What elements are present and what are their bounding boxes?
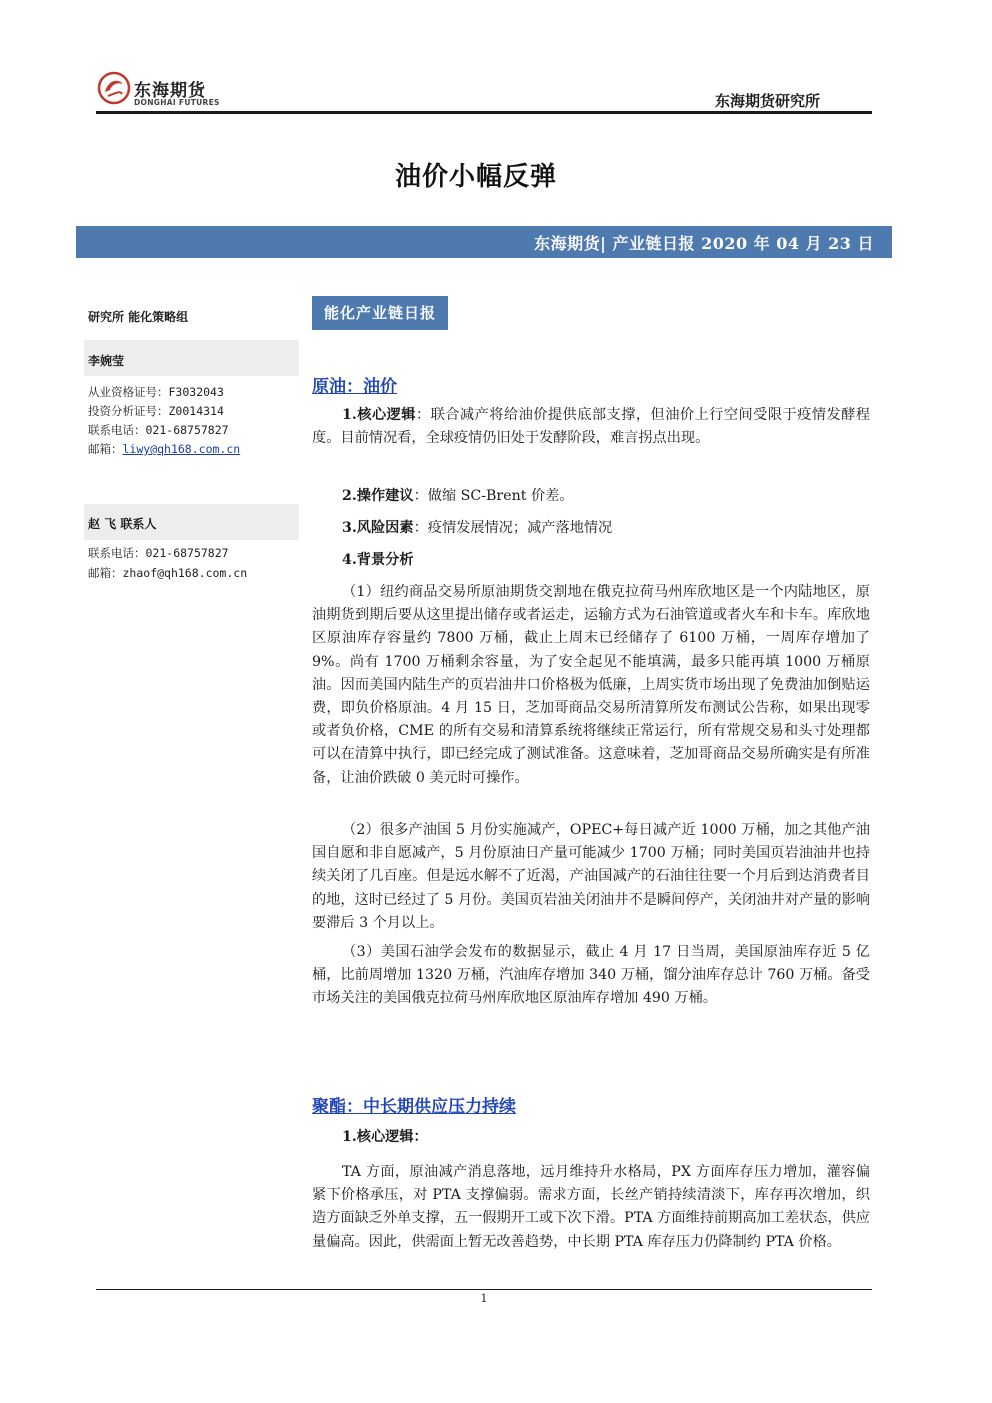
qualification-cert: 从业资格证号：F3032043 (88, 385, 224, 399)
core-logic-label: 1.核心逻辑 (342, 407, 416, 423)
document-title: 油价小幅反弹 (394, 162, 557, 192)
investment-cert: 投资分析证号：Z0014314 (88, 404, 224, 418)
logo-english-name: DONGHAI FUTURES (134, 98, 220, 107)
institute-name: 东海期货研究所 (714, 92, 820, 110)
analyst-email-row (88, 441, 240, 457)
crude-background-heading (312, 549, 870, 572)
department-label: 研究所 能化策略组 (88, 310, 189, 324)
polyester-core-logic-text: TA 方面，原油减产消息落地，远月维持升水格局，PX 方面库存压力增加，灌容偏紧下价格承压，对 PTA 支撑偏弱。需求方面，长丝产销持续清淡下，库存再次增加，织造方面缺乏外单支撑，五一假期开工或下次下滑。PTA 方面维持前期高加工差状态，供应量偏高。因此，供需面上暂无改善趋势，中长期 PTA 库存压力仍降制约 PTA 价格。 (312, 1164, 870, 1250)
polyester-heading[interactable]: 聚酯：中长期供应压力持续 (312, 1097, 516, 1117)
analyst-name: 李婉莹 (88, 354, 125, 368)
background-para-2: （2）很多产油国 5 月份实施减产，OPEC+每日减产近 1000 万桶，加之其他产油国自愿和非自愿减产，5 月份原油日产量可能减少 1700 万桶；同时美国页岩油油井也持续关闭了几百座。但是远水解不了近渴，产油国减产的石油往往要一个月后到达消费者目的地，这时已经过了 5 月份。美国页岩油关闭油井不是瞬间停产，关闭油井对产量的影响要滞后 3 个月以上。 (312, 822, 870, 931)
operation-advice-text: ：做缩 SC-Brent 价差。 (413, 488, 574, 504)
crude-core-logic (312, 404, 870, 450)
page-number: 1 (480, 1292, 488, 1305)
header-divider (96, 111, 872, 114)
risk-factors-text: ：疫情发展情况；减产落地情况 (413, 520, 613, 536)
report-banner-text: 东海期货| 产业链日报 2020 年 04 月 23 日 (534, 234, 874, 253)
risk-factors-label: 3.风险因素 (342, 520, 414, 536)
contact-name: 赵 飞 联系人 (88, 517, 157, 531)
company-logo (96, 70, 236, 114)
contact-email: 邮箱：zhaof@qh168.com.cn (88, 566, 248, 580)
polyester-core-logic-label: 1.核心逻辑： (342, 1129, 428, 1145)
crude-risk-factors (312, 517, 870, 540)
crude-operation-advice (312, 485, 870, 508)
analyst-phone: 联系电话：021-68757827 (88, 423, 229, 437)
background-label: 4.背景分析 (342, 552, 414, 568)
logo-chinese-name: 东海期货 (134, 81, 206, 101)
polyester-core-logic-heading (312, 1126, 870, 1149)
background-para-1: （1）纽约商品交易所原油期货交割地在俄克拉荷马州库欣地区是一个内陆地区，原油期货到期后要从这里提出储存或者运走，运输方式为石油管道或者火车和卡车。库欣地区原油库存容量约 7800 万桶，截止上周末已经储存了 6100 万桶，一周库存增加了 9%。尚有 1700 万桶剩余容量，为了安全起见不能填满，最多只能再填 1000 万桶原油。因而美国内陆生产的页岩油井口价格极为低廉，上周实货市场出现了免费油加倒贴运费，即负价格原油。4 月 15 日，芝加哥商品交易所清算所发布测试公告称，如果出现零或者负价格，CME 的所有交易和清算系统将继续正常运行，所有常规交易和头寸处理都可以在清算中执行，即已经完成了测试准备。这意味着，芝加哥商品交易所确实是有所准备，让油价跌破 0 美元时可操作。 (312, 584, 870, 786)
email-label: 邮箱： (88, 442, 123, 456)
phoenix-logo-icon (96, 70, 132, 106)
analyst-email-link[interactable]: liwy@qh168.com.cn (122, 442, 241, 456)
operation-advice-label: 2.操作建议 (342, 488, 414, 504)
crude-oil-heading[interactable]: 原油：油价 (312, 377, 397, 397)
page-header (96, 62, 872, 118)
section-tag: 能化产业链日报 (312, 296, 448, 330)
contact-phone: 联系电话：021-68757827 (88, 546, 229, 560)
report-banner (76, 226, 892, 258)
footer-divider (96, 1289, 872, 1290)
core-logic-text: ：联合减产将给油价提供底部支撑，但油价上行空间受限于疫情发酵程度。目前情况看，全球疫情仍旧处于发酵阶段，难言拐点出现。 (312, 407, 870, 447)
background-para-3: （3）美国石油学会发布的数据显示，截止 4 月 17 日当周，美国原油库存近 5 亿桶，比前周增加 1320 万桶，汽油库存增加 340 万桶，馏分油库存总计 760 万桶。备受市场关注的美国俄克拉荷马州库欣地区原油库存增加 490 万桶。 (312, 944, 870, 1007)
